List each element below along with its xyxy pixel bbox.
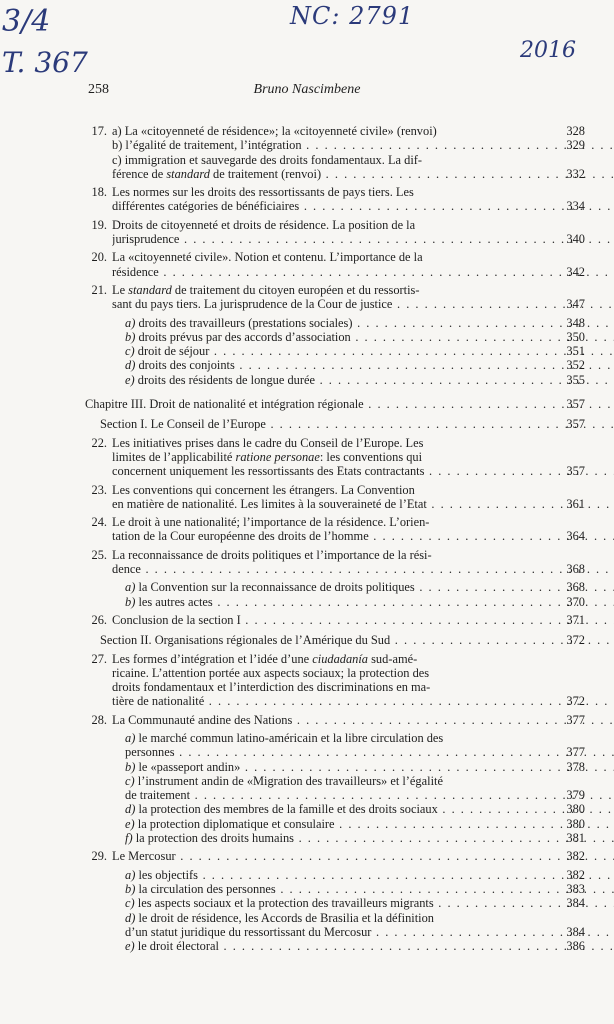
toc-page-number: 334 [566,199,585,214]
toc-page-number: 340 [566,232,585,247]
toc-entry [85,124,585,138]
toc-subitem-text [125,595,614,609]
toc-entry [85,515,585,544]
toc-page-number: 328 [566,124,585,138]
toc-entry [85,548,585,577]
toc-entry-number: 24. [91,515,107,530]
toc-entry-number [85,153,107,182]
toc-subitem-line [125,580,614,594]
toc-subitem [85,344,585,358]
toc-subitem [85,580,585,594]
toc-subitem-title: l’instrument andin de «Migration des travailleurs» et l’égalité [137,773,443,788]
toc-subitem-line [125,595,614,609]
toc-subitem [85,316,585,330]
toc-entry-line: Droits de citoyenneté et droits de résidence. La position de la [112,217,416,232]
toc-subitem-label: a) [125,730,136,745]
toc-subitem-title: droit de séjour [137,344,210,359]
toc-subitem-text [125,373,614,387]
toc-subitem-text [125,802,614,816]
toc-entry-line: b) l’égalité de traitement, l’intégration . . . [112,138,614,152]
toc-subitem-title: la circulation des personnes [138,881,276,896]
toc-subitem-title: la protection des droits humains [135,831,294,846]
toc-subitem-label: b) [125,759,136,774]
toc-subitem-line [125,373,614,387]
toc-entry-body [85,580,585,594]
toc-entry-number [85,138,107,152]
toc-subitem [85,868,585,882]
toc-subitem-text [125,911,614,940]
toc-entry-text [112,652,614,709]
toc-entry-body [85,896,585,910]
toc-page-number: 382 [566,867,585,882]
toc-page-number: 357 [566,397,585,412]
toc-entry-number: 25. [91,547,107,562]
toc-entry-body [85,436,614,479]
toc-subitem-title: droits des résidents de longue durée [137,372,315,387]
toc-subitem-label: a) [125,580,136,595]
toc-entry-line: Le Mercosur . . . [112,849,614,863]
toc-entry-number: 27. [91,651,107,666]
toc-heading-text [85,397,614,411]
toc-heading-line: Section I. Le Conseil de l’Europe . . . [100,417,614,431]
toc-entry-text [112,713,614,727]
toc-entry [85,153,585,182]
toc-entry-body [85,250,614,279]
toc-subitem-label: e) [125,372,135,387]
toc-page-number: 329 [566,138,585,153]
toc-entry-text [112,153,614,182]
toc-heading-line: Chapitre III. Droit de nationalité et intégration régionale . . . [85,397,614,411]
toc-subitem [85,760,585,774]
toc-entry-line: c) immigration et sauvegarde des droits fondamentaux. La dif- [112,152,423,167]
toc-subitem-line [125,831,614,845]
toc-entry-text [112,515,614,544]
toc-entry-body [85,373,585,387]
toc-entry [85,713,585,727]
toc-page-number: 384 [566,896,585,911]
toc-heading-text [100,633,614,647]
toc-subitem-text [125,817,614,831]
toc-page-number: 372 [566,633,585,648]
toc-subitem [85,911,585,940]
table-of-contents [85,120,585,953]
toc-entry-number: 20. [91,250,107,265]
toc-page-number: 368 [566,562,585,577]
toc-page-number: 372 [566,694,585,709]
toc-entry-number: 23. [91,482,107,497]
toc-entry-body [85,548,614,577]
toc-subitem-line [125,911,614,925]
toc-subitem-label: e) [125,939,135,954]
toc-entry-body [85,515,614,544]
toc-page-number: 371 [566,612,585,627]
toc-subitem [85,817,585,831]
running-head [0,82,614,102]
toc-entry [85,652,585,709]
toc-page-number: 352 [566,358,585,373]
toc-subitem [85,774,585,803]
author-name: Bruno Nascimbene [253,82,361,97]
toc-page-number: 378 [566,759,585,774]
toc-page-number: 364 [566,529,585,544]
toc-entry-body [85,882,585,896]
toc-page-number: 370 [566,594,585,609]
toc-entry-number: 26. [91,612,107,627]
toc-subitem-line [125,316,614,330]
toc-subitem-title: le marché commun latino-américain et la libre circulation des [138,730,444,745]
toc-subitem-line: de traitement . . . [125,788,614,802]
toc-subitem-line [125,817,614,831]
toc-subitem [85,882,585,896]
toc-page-number: 332 [566,166,585,181]
toc-subitem-text [125,831,614,845]
toc-entry-line: La «citoyenneté civile». Notion et contenu. L’importance de la [112,250,423,265]
toc-subitem-title: droits des travailleurs (prestations sociales) [138,315,353,330]
toc-entry-line: férence de standard de traitement (renvoi) . . . [112,167,614,181]
toc-subitem [85,358,585,372]
toc-subitem-line [125,774,614,788]
toc-entry-body [85,344,585,358]
toc-entry-line: Conclusion de la section I . . . [112,613,614,627]
toc-subitem [85,896,585,910]
toc-entry-line: ricaine. L’attention portée aux aspects sociaux; la protection des [112,665,430,680]
toc-entry-body [85,774,585,803]
toc-entry-line: Les conventions qui concernent les étrangers. La Convention [112,482,415,497]
toc-subitem [85,939,585,953]
toc-subitem-title: la Convention sur la reconnaissance de droits politiques [138,580,415,595]
toc-entry-body [85,124,477,138]
toc-subitem-text [125,580,614,594]
toc-page-number: 386 [566,939,585,954]
toc-page-number: 380 [566,816,585,831]
toc-subitem-title: le droit de résidence, les Accords de Brasilia et la définition [138,910,434,925]
toc-subitem-label: b) [125,881,136,896]
toc-entry-body [85,802,585,816]
toc-page-number: 383 [566,881,585,896]
page-number: 258 [88,82,109,97]
toc-entry-line: tation de la Cour européenne des droits de l’homme . . . [112,529,614,543]
toc-entry-line: limites de l’applicabilité ratione personae: les conventions qui [112,449,423,464]
toc-entry-body [85,713,614,727]
toc-subitem-line [125,358,614,372]
toc-entry-body [100,417,585,431]
toc-subitem-line [125,760,614,774]
toc-subitem-title: les autres actes [138,594,213,609]
toc-entry-line: Les formes d’intégration et l’idée d’une ciudadanía sud-amé- [112,651,418,666]
toc-entry-line: Les initiatives prises dans le cadre du Conseil de l’Europe. Les [112,435,424,450]
handwritten-note-year: 2016 [520,38,576,63]
toc-entry-body [85,316,585,330]
toc-entry-body [85,652,614,709]
toc-entry-body [85,731,585,760]
toc-subitem-title: la protection diplomatique et consulaire [137,816,335,831]
toc-subitem-title: droits des conjoints [138,358,235,373]
toc-page-number: 361 [566,496,585,511]
toc-entry-line: droits fondamentaux et l’interdiction des discriminations en ma- [112,680,431,695]
toc-subitem-label: d) [125,358,136,373]
toc-subitem-label: d) [125,802,136,817]
toc-page-number: 379 [566,788,585,803]
toc-subitem-label: c) [125,344,135,359]
toc-entry-body [85,760,585,774]
toc-subitem-label: b) [125,329,136,344]
toc-subitem-text [125,939,614,953]
toc-entry-number: 29. [91,849,107,864]
toc-page-number: 350 [566,329,585,344]
toc-entry [85,250,585,279]
toc-entry [85,185,585,214]
toc-page-number: 342 [566,264,585,279]
toc-page-number: 348 [566,315,585,330]
toc-subitem-line [125,731,614,745]
toc-chapter [85,397,585,411]
toc-heading-text [100,417,614,431]
toc-subitem-line [125,939,614,953]
toc-subitem [85,731,585,760]
toc-entry-text [112,185,614,214]
toc-entry-text [112,483,614,512]
toc-entry-number: 17. [91,124,107,138]
toc-page-number: 355 [566,372,585,387]
toc-page-number: 377 [566,712,585,727]
toc-subitem-label: a) [125,867,136,882]
toc-subitem-title: la protection des membres de la famille et des droits sociaux [138,802,438,817]
toc-entry-number: 18. [91,185,107,200]
toc-page-number: 382 [566,849,585,864]
toc-subitem-text [125,731,614,760]
toc-entry [85,283,585,312]
toc-subitem-line [125,330,614,344]
toc-entry [85,483,585,512]
toc-subitem-line [125,802,614,816]
toc-subitem-label: c) [125,896,135,911]
toc-page-number: 357 [566,464,585,479]
toc-page-number: 347 [566,297,585,312]
toc-entry-body [85,153,614,182]
handwritten-note-tome: T. 367 [2,46,88,79]
toc-subitem-text [125,316,614,330]
toc-section [85,633,585,647]
toc-entry-number: 19. [91,217,107,232]
toc-subitem-label: d) [125,910,136,925]
toc-subitem-line: d’un statut juridique du ressortissant du Mercosur . . . [125,925,614,939]
toc-page-number: 380 [566,802,585,817]
toc-subitem-text [125,882,614,896]
toc-subitem-label: c) [125,773,135,788]
toc-entry-line: Le standard de traitement du citoyen européen et du ressortis- [112,282,420,297]
toc-entry-body [85,483,614,512]
toc-subitem-text [125,330,614,344]
toc-entry-body [85,613,614,627]
toc-entry-line: Les normes sur les droits des ressortissants de pays tiers. Les [112,185,414,200]
toc-subitem-title: les objectifs [138,867,198,882]
toc-subitem-title: les aspects sociaux et la protection des travailleurs migrants [137,896,434,911]
toc-entry [85,849,585,863]
toc-heading-line: Section II. Organisations régionales de l’Amérique du Sud . . . [100,633,614,647]
toc-entry-line: différentes catégories de bénéficiaires . . . [112,199,614,213]
toc-subitem-text [125,358,614,372]
toc-entry-line: La Communauté andine des Nations . . . [112,713,614,727]
toc-subitem-text [125,868,614,882]
toc-subitem-title: droits prévus par des accords d’association [138,329,351,344]
toc-page-number: 377 [566,745,585,760]
toc-subitem-title: le «passeport andin» [138,759,241,774]
toc-subitem-line [125,882,614,896]
toc-entry-text [112,218,614,247]
toc-entry [85,218,585,247]
toc-entry-line: dence . . . [112,562,614,576]
toc-subitem-label: a) [125,315,136,330]
toc-subitem-text [125,896,614,910]
toc-subitem-text [125,760,614,774]
toc-entry-body [85,868,585,882]
toc-entry-line: Le droit à une nationalité; l’importance de la résidence. L’orien- [112,515,430,530]
toc-entry-body [100,633,585,647]
toc-subitem [85,802,585,816]
toc-subitem-label: b) [125,594,136,609]
toc-entry-text [112,613,614,627]
toc-subitem-title: le droit électoral [137,939,219,954]
toc-entry-body [85,911,585,940]
toc-entry-line: jurisprudence . . . [112,232,614,246]
toc-entry-line: sant du pays tiers. La jurisprudence de la Cour de justice . . . [112,297,614,311]
toc-page-number: 368 [566,580,585,595]
toc-entry-text [112,138,614,152]
toc-entry [85,436,585,479]
toc-entry-line: tière de nationalité . . . [112,694,614,708]
toc-entry-text [112,250,614,279]
toc-entry-text [112,124,437,138]
toc-entry-text [112,548,614,577]
handwritten-note-volume: 3/4 [2,4,51,39]
toc-subitem-line [125,868,614,882]
toc-subitem [85,373,585,387]
toc-entry [85,613,585,627]
toc-entry-body [85,849,614,863]
toc-entry-body [85,817,585,831]
toc-subitem-line [125,896,614,910]
toc-entry-number: 21. [91,282,107,297]
toc-entry-text [112,436,614,479]
toc-entry-body [85,397,585,411]
toc-subitem-line [125,344,614,358]
toc-subitem [85,330,585,344]
toc-entry-body [85,330,585,344]
toc-entry-body [85,595,585,609]
handwritten-note-catalog: NC: 2791 [290,2,415,30]
toc-subitem [85,831,585,845]
toc-page-number: 384 [566,924,585,939]
toc-subitem-label: e) [125,816,135,831]
toc-entry-line: concernent uniquement les ressortissants des Etats contractants . . . [112,464,614,478]
toc-section [85,417,585,431]
toc-subitem-line: personnes . . . [125,745,614,759]
toc-page-number: 357 [566,417,585,432]
toc-entry-number: 28. [91,712,107,727]
toc-subitem-text [125,344,614,358]
toc-page-number: 381 [566,831,585,846]
toc-entry-number: 22. [91,435,107,450]
toc-entry-body [85,939,585,953]
toc-entry-line: en matière de nationalité. Les limites à la souveraineté de l’Etat . . . [112,497,614,511]
toc-entry-line: La reconnaissance de droits politiques et l’importance de la rési- [112,547,432,562]
toc-subitem-label: f) [125,831,133,846]
toc-entry-body [85,831,585,845]
toc-subitem [85,595,585,609]
toc-entry-body [85,283,614,312]
toc-entry-body [85,218,614,247]
toc-entry-body [85,185,614,214]
toc-entry-body [85,358,585,372]
toc-entry-line: a) La «citoyenneté de résidence»; la «citoyenneté civile» (renvoi) [112,124,437,138]
toc-entry-text [112,849,614,863]
toc-entry [85,138,585,152]
toc-entry-line: résidence . . . [112,265,614,279]
toc-entry-body [85,138,614,152]
toc-subitem-text [125,774,614,803]
toc-page-number: 351 [566,344,585,359]
toc-entry-text [112,283,614,312]
